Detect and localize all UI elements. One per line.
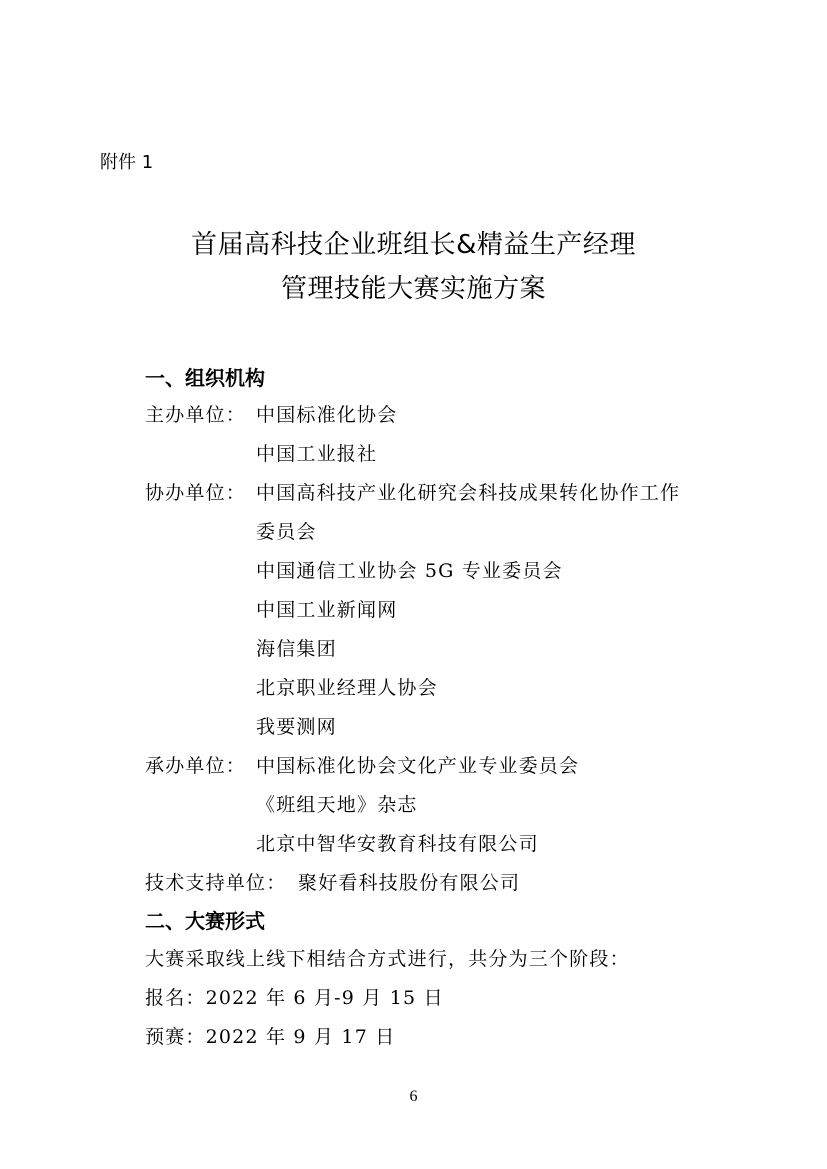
page-number: 6 [409, 1088, 418, 1105]
tech-support-item: 聚好看科技股份有限公司 [298, 872, 521, 894]
organizer-item: 中国标准化协会文化产业专业委员会 [256, 755, 580, 777]
co-host-item: 中国工业新闻网 [256, 599, 398, 621]
organizer-item: 《班组天地》杂志 [256, 794, 418, 816]
organizer-item: 北京中智华安教育科技有限公司 [256, 833, 539, 855]
host-item: 中国标准化协会 [256, 404, 398, 426]
title-line-1: 首届高科技企业班组长&精益生产经理 [191, 230, 636, 260]
attachment-label: 附件 1 [100, 152, 154, 173]
co-host-item: 中国高科技产业化研究会科技成果转化协作工作 [256, 482, 681, 504]
title-line-2: 管理技能大赛实施方案 [280, 274, 546, 304]
section-2-heading: 二、大赛形式 [145, 909, 265, 933]
host-label: 主办单位： [145, 404, 247, 426]
co-host-item: 中国通信工业协会 5G 专业委员会 [256, 560, 563, 582]
host-item: 中国工业报社 [256, 443, 378, 465]
section-2-intro: 大赛采取线上线下相结合方式进行，共分为三个阶段： [145, 948, 630, 970]
organizer-label: 承办单位： [145, 755, 247, 777]
co-host-item: 海信集团 [256, 638, 337, 660]
section-1-heading: 一、组织机构 [145, 366, 265, 390]
co-host-label: 协办单位： [145, 482, 247, 504]
co-host-item-cont: 委员会 [256, 521, 317, 543]
co-host-item: 北京职业经理人协会 [256, 677, 438, 699]
registration-line: 报名：2022 年 6 月-9 月 15 日 [145, 987, 444, 1009]
co-host-item: 我要测网 [256, 716, 337, 738]
preliminary-line: 预赛：2022 年 9 月 17 日 [145, 1026, 396, 1048]
tech-support-label: 技术支持单位： [145, 872, 287, 894]
